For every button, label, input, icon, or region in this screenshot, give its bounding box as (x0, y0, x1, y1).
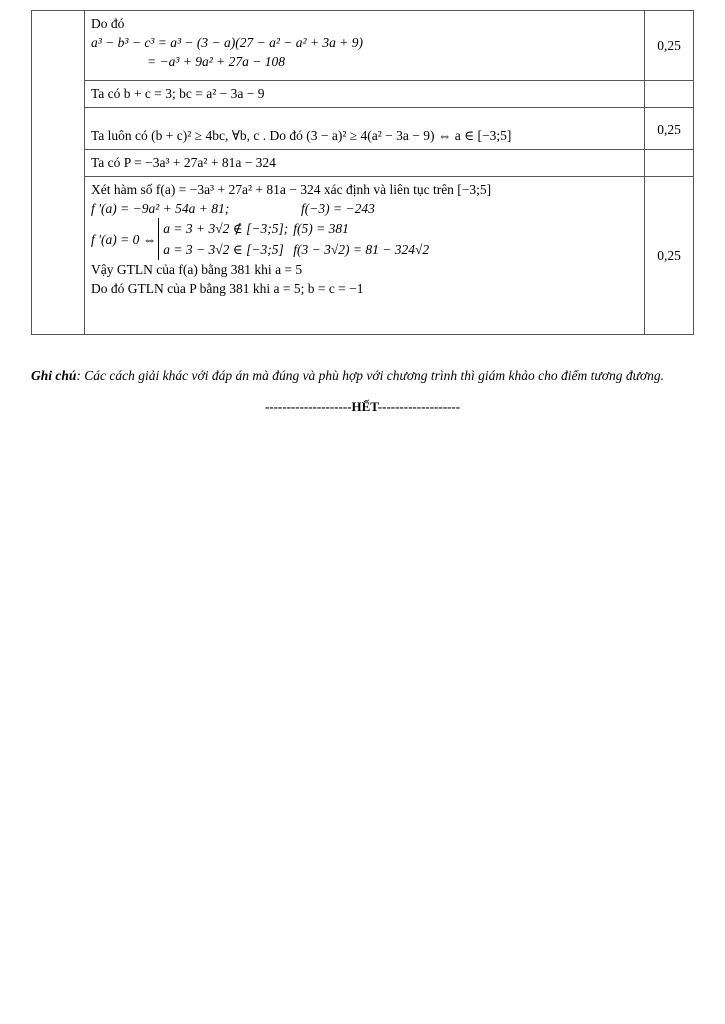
score-cell (645, 81, 694, 108)
solution-cell (85, 177, 645, 335)
question-label-cell (32, 11, 85, 335)
critical-system (158, 218, 429, 260)
derivative-zero: f '(a) = 0 ⇔ (91, 231, 157, 247)
note-text: : Các cách giải khác với đáp án mà đúng và phù hợp với chương trình thì giám khảo cho điểm tương đương. (76, 368, 665, 383)
solution-line: Vậy GTLN của f(a) bằng 381 khi a = 5 (91, 262, 303, 277)
solution-cell (85, 81, 645, 108)
score-cell: 0,25 (645, 177, 694, 335)
critical-points-row (91, 218, 638, 260)
table-row (32, 150, 694, 177)
solution-cell (85, 11, 645, 81)
solution-line: Xét hàm số f(a) = −3a³ + 27a² + 81a − 324 xác định và liên tục trên [−3;5] (91, 182, 492, 197)
solution-line: Ta luôn có (b + c)² ≥ 4bc, ∀b, c . Do đó (3 − a)² ≥ 4(a² − 3a − 9) ⇔ a ∈ [−3;5] (91, 128, 512, 143)
solution-equation: a³ − b³ − c³ = a³ − (3 − a)(27 − a² − a² + 3a + 9) (91, 35, 363, 50)
score-cell (645, 150, 694, 177)
table-row (32, 177, 694, 335)
critical-point-2: a = 3 − 3√2 ∈ [−3;5] (163, 242, 284, 257)
table-row (32, 81, 694, 108)
solution-cell (85, 150, 645, 177)
solution-line: Do đó (91, 16, 125, 31)
end-marker: --------------------HẾT------------------- (264, 399, 461, 414)
value-at-minus-3: f(−3) = −243 (301, 201, 375, 216)
grading-table (31, 10, 694, 335)
derivative-formula: f '(a) = −9a² + 54a + 81; (91, 201, 230, 216)
table-row (32, 11, 694, 81)
solution-line: Ta có b + c = 3; bc = a² − 3a − 9 (91, 86, 265, 101)
score-cell: 0,25 (645, 11, 694, 81)
score-cell: 0,25 (645, 108, 694, 150)
value-at-5: f(5) = 381 (293, 221, 349, 236)
solution-line: Do đó GTLN của P bằng 381 khi a = 5; b = c = −1 (91, 281, 364, 296)
derivative-row (91, 199, 638, 218)
solution-equation: = −a³ + 9a² + 27a − 108 (147, 54, 286, 69)
solution-cell (85, 108, 645, 150)
grading-note (31, 367, 681, 384)
value-at-critical: f(3 − 3√2) = 81 − 324√2 (293, 242, 430, 257)
table-row (32, 108, 694, 150)
solution-line: Ta có P = −3a³ + 27a² + 81a − 324 (91, 155, 276, 170)
critical-point-1: a = 3 + 3√2 ∉ [−3;5]; (163, 221, 289, 236)
note-label: Ghi chú (31, 368, 77, 383)
